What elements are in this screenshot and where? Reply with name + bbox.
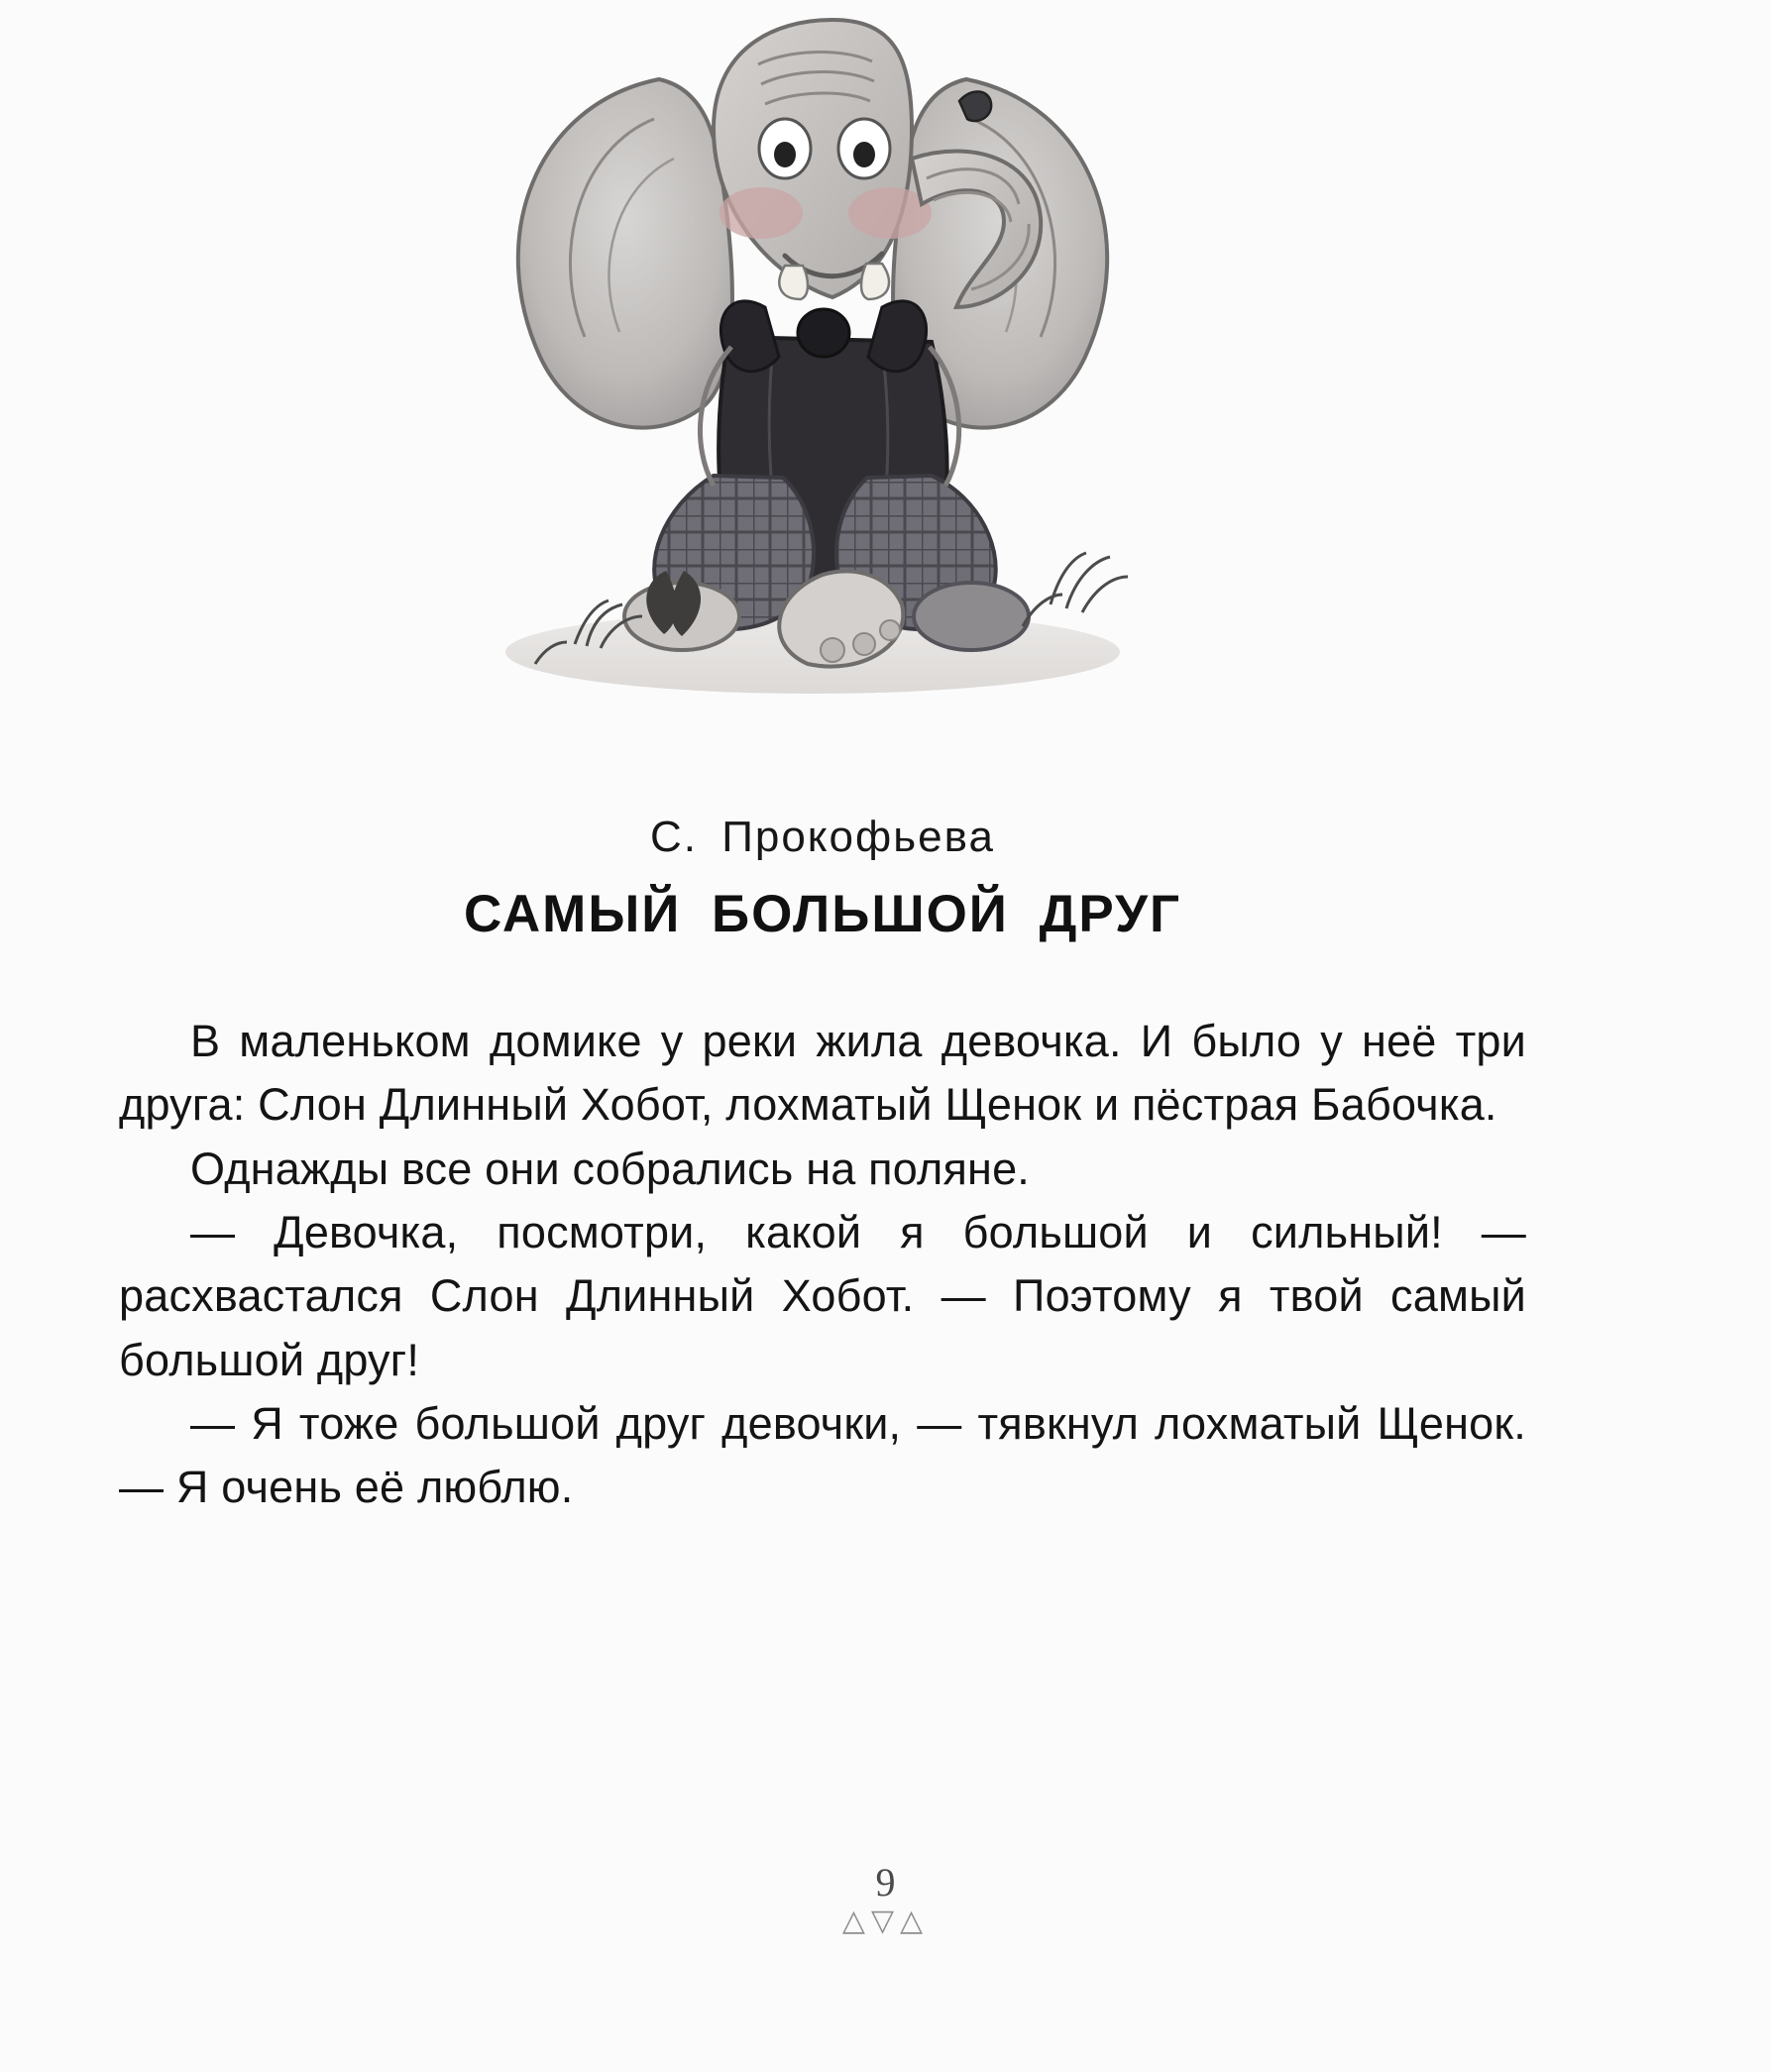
page-footer	[0, 1860, 1771, 1937]
elephant-left-cheek	[719, 187, 803, 239]
bow-tie-left	[720, 301, 779, 372]
elephant-left-tusk	[779, 266, 808, 299]
ornament-icon: △▽△	[841, 1905, 930, 1937]
paragraph: В маленьком домике у реки жила девочка. И было у неё три друга: Слон Длинный Хобот, лохматый Щенок и пёстрая Бабочка.	[119, 1016, 1526, 1131]
elephant-right-tusk	[861, 264, 889, 299]
elephant-illustration-svg	[416, 10, 1209, 763]
paragraph: Однажды все они собрались на поляне.	[190, 1143, 1030, 1194]
paragraph: — Девочка, посмотри, какой я большой и сильный! — расхвастался Слон Длинный Хобот. — Поэтому я твой самый большой друг!	[119, 1207, 1526, 1385]
story-content	[119, 813, 1526, 1520]
paragraph: — Я тоже большой друг девочки, — тявкнул лохматый Щенок. — Я очень её люблю.	[119, 1398, 1526, 1513]
elephant-illustration	[416, 10, 1209, 763]
elephant-right-foot	[914, 583, 1029, 650]
elephant-left-ear	[518, 79, 732, 428]
page-number: 9	[875, 1860, 896, 1905]
author-name: С. Прокофьева	[650, 813, 995, 861]
story-body	[119, 1010, 1526, 1520]
bow-tie-knot	[798, 309, 849, 357]
page-title: САМЫЙ БОЛЬШОЙ ДРУГ	[463, 885, 1182, 943]
bow-tie-right	[868, 301, 927, 372]
